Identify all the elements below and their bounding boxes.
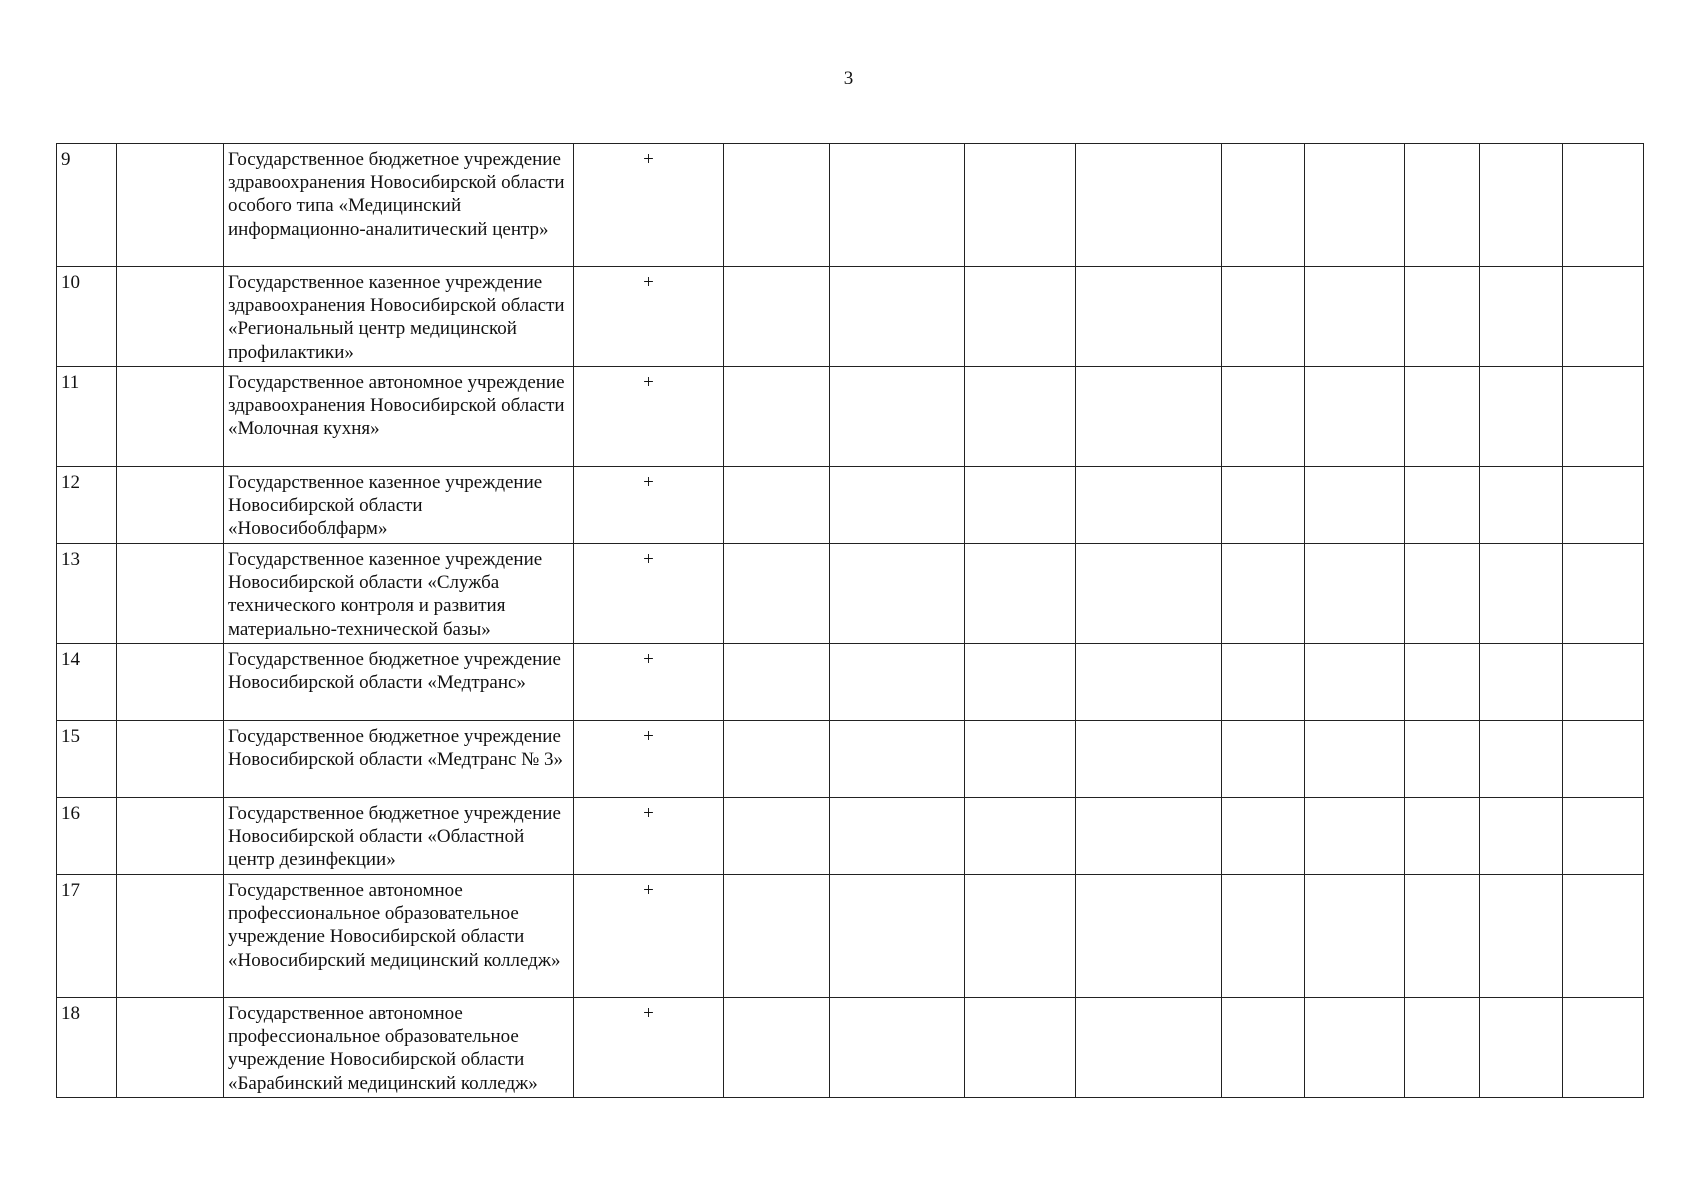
empty-cell bbox=[1076, 267, 1222, 367]
institution-name: Государственное автономное учреждение здравоохранения Новосибирской области «Молочная кухня» bbox=[224, 367, 574, 467]
empty-cell bbox=[1222, 798, 1305, 875]
empty-cell bbox=[1480, 875, 1563, 998]
empty-cell bbox=[1563, 267, 1644, 367]
empty-cell bbox=[1405, 644, 1480, 721]
empty-cell bbox=[724, 644, 830, 721]
empty-cell bbox=[1405, 875, 1480, 998]
row-number: 13 bbox=[57, 544, 117, 644]
empty-cell bbox=[1305, 798, 1405, 875]
row-number: 16 bbox=[57, 798, 117, 875]
empty-cell bbox=[830, 798, 965, 875]
table-row bbox=[57, 144, 1644, 267]
plus-mark: + bbox=[574, 267, 724, 367]
empty-cell bbox=[1480, 367, 1563, 467]
plus-mark: + bbox=[574, 544, 724, 644]
table-row bbox=[57, 998, 1644, 1098]
empty-cell bbox=[965, 467, 1076, 544]
empty-cell bbox=[1405, 267, 1480, 367]
empty-cell bbox=[1076, 644, 1222, 721]
empty-cell bbox=[724, 144, 830, 267]
empty-cell bbox=[1222, 721, 1305, 798]
institution-name: Государственное бюджетное учреждение Новосибирской области «Областной центр дезинфекции» bbox=[224, 798, 574, 875]
empty-cell bbox=[1563, 721, 1644, 798]
empty-cell bbox=[1480, 721, 1563, 798]
empty-cell bbox=[965, 721, 1076, 798]
plus-mark: + bbox=[574, 875, 724, 998]
row-number: 18 bbox=[57, 998, 117, 1098]
empty-cell bbox=[724, 798, 830, 875]
empty-cell bbox=[1076, 144, 1222, 267]
table-row bbox=[57, 544, 1644, 644]
empty-cell bbox=[117, 721, 224, 798]
empty-cell bbox=[830, 467, 965, 544]
empty-cell bbox=[1480, 998, 1563, 1098]
empty-cell bbox=[1405, 467, 1480, 544]
institution-name: Государственное казенное учреждение Новосибирской области «Служба технического контроля и развития материально-технической базы» bbox=[224, 544, 574, 644]
empty-cell bbox=[1222, 644, 1305, 721]
empty-cell bbox=[830, 998, 965, 1098]
empty-cell bbox=[1480, 644, 1563, 721]
empty-cell bbox=[1305, 721, 1405, 798]
table-row bbox=[57, 467, 1644, 544]
empty-cell bbox=[117, 798, 224, 875]
empty-cell bbox=[1563, 367, 1644, 467]
empty-cell bbox=[117, 875, 224, 998]
empty-cell bbox=[830, 721, 965, 798]
page-number: 3 bbox=[843, 68, 854, 89]
plus-mark: + bbox=[574, 721, 724, 798]
plus-mark: + bbox=[574, 644, 724, 721]
table-body bbox=[57, 144, 1644, 1098]
empty-cell bbox=[117, 144, 224, 267]
table-row bbox=[57, 875, 1644, 998]
institution-name: Государственное автономное профессиональное образовательное учреждение Новосибирской области «Новосибирский медицинский колледж» bbox=[224, 875, 574, 998]
empty-cell bbox=[1076, 875, 1222, 998]
empty-cell bbox=[1076, 467, 1222, 544]
empty-cell bbox=[1076, 721, 1222, 798]
plus-mark: + bbox=[574, 367, 724, 467]
empty-cell bbox=[1405, 798, 1480, 875]
empty-cell bbox=[1480, 798, 1563, 875]
empty-cell bbox=[1076, 367, 1222, 467]
empty-cell bbox=[1563, 875, 1644, 998]
plus-mark: + bbox=[574, 144, 724, 267]
empty-cell bbox=[1563, 144, 1644, 267]
empty-cell bbox=[830, 367, 965, 467]
empty-cell bbox=[1405, 721, 1480, 798]
table-row bbox=[57, 644, 1644, 721]
empty-cell bbox=[1222, 267, 1305, 367]
empty-cell bbox=[1480, 144, 1563, 267]
empty-cell bbox=[965, 998, 1076, 1098]
empty-cell bbox=[965, 267, 1076, 367]
row-number: 11 bbox=[57, 367, 117, 467]
plus-mark: + bbox=[574, 998, 724, 1098]
empty-cell bbox=[724, 875, 830, 998]
empty-cell bbox=[724, 367, 830, 467]
empty-cell bbox=[965, 144, 1076, 267]
empty-cell bbox=[830, 144, 965, 267]
empty-cell bbox=[1480, 544, 1563, 644]
empty-cell bbox=[965, 644, 1076, 721]
empty-cell bbox=[1563, 644, 1644, 721]
empty-cell bbox=[830, 267, 965, 367]
row-number: 9 bbox=[57, 144, 117, 267]
empty-cell bbox=[1480, 467, 1563, 544]
row-number: 15 bbox=[57, 721, 117, 798]
institution-name: Государственное бюджетное учреждение Новосибирской области «Медтранс» bbox=[224, 644, 574, 721]
row-number: 14 bbox=[57, 644, 117, 721]
empty-cell bbox=[1563, 998, 1644, 1098]
institutions-table bbox=[56, 143, 1644, 1098]
empty-cell bbox=[1305, 267, 1405, 367]
empty-cell bbox=[1076, 544, 1222, 644]
empty-cell bbox=[1076, 998, 1222, 1098]
institution-name: Государственное бюджетное учреждение Новосибирской области «Медтранс № 3» bbox=[224, 721, 574, 798]
table-row bbox=[57, 721, 1644, 798]
empty-cell bbox=[830, 544, 965, 644]
empty-cell bbox=[1563, 544, 1644, 644]
empty-cell bbox=[830, 644, 965, 721]
empty-cell bbox=[1563, 467, 1644, 544]
row-number: 17 bbox=[57, 875, 117, 998]
institution-name: Государственное казенное учреждение Новосибирской области «Новосибоблфарм» bbox=[224, 467, 574, 544]
empty-cell bbox=[117, 367, 224, 467]
empty-cell bbox=[1305, 644, 1405, 721]
empty-cell bbox=[724, 998, 830, 1098]
empty-cell bbox=[117, 644, 224, 721]
empty-cell bbox=[1076, 798, 1222, 875]
empty-cell bbox=[1222, 144, 1305, 267]
empty-cell bbox=[1222, 544, 1305, 644]
empty-cell bbox=[1222, 875, 1305, 998]
empty-cell bbox=[724, 267, 830, 367]
empty-cell bbox=[965, 544, 1076, 644]
plus-mark: + bbox=[574, 467, 724, 544]
empty-cell bbox=[117, 998, 224, 1098]
plus-mark: + bbox=[574, 798, 724, 875]
empty-cell bbox=[1405, 998, 1480, 1098]
empty-cell bbox=[724, 721, 830, 798]
table-row bbox=[57, 267, 1644, 367]
institution-name: Государственное казенное учреждение здравоохранения Новосибирской области «Региональный центр медицинской профилактики» bbox=[224, 267, 574, 367]
empty-cell bbox=[1305, 467, 1405, 544]
empty-cell bbox=[1222, 367, 1305, 467]
empty-cell bbox=[830, 875, 965, 998]
table-row bbox=[57, 367, 1644, 467]
row-number: 12 bbox=[57, 467, 117, 544]
empty-cell bbox=[1405, 367, 1480, 467]
empty-cell bbox=[1305, 367, 1405, 467]
empty-cell bbox=[117, 544, 224, 644]
row-number: 10 bbox=[57, 267, 117, 367]
empty-cell bbox=[1305, 544, 1405, 644]
empty-cell bbox=[117, 467, 224, 544]
empty-cell bbox=[1305, 875, 1405, 998]
empty-cell bbox=[1405, 144, 1480, 267]
institution-name: Государственное бюджетное учреждение здравоохранения Новосибирской области особого типа «Медицинский информационно-аналитический центр» bbox=[224, 144, 574, 267]
empty-cell bbox=[965, 798, 1076, 875]
empty-cell bbox=[1405, 544, 1480, 644]
empty-cell bbox=[1563, 798, 1644, 875]
empty-cell bbox=[1305, 998, 1405, 1098]
empty-cell bbox=[1305, 144, 1405, 267]
empty-cell bbox=[1222, 467, 1305, 544]
empty-cell bbox=[724, 467, 830, 544]
institution-name: Государственное автономное профессиональное образовательное учреждение Новосибирской области «Барабинский медицинский колледж» bbox=[224, 998, 574, 1098]
empty-cell bbox=[1480, 267, 1563, 367]
empty-cell bbox=[1222, 998, 1305, 1098]
empty-cell bbox=[724, 544, 830, 644]
empty-cell bbox=[117, 267, 224, 367]
empty-cell bbox=[965, 367, 1076, 467]
table-row bbox=[57, 798, 1644, 875]
empty-cell bbox=[965, 875, 1076, 998]
